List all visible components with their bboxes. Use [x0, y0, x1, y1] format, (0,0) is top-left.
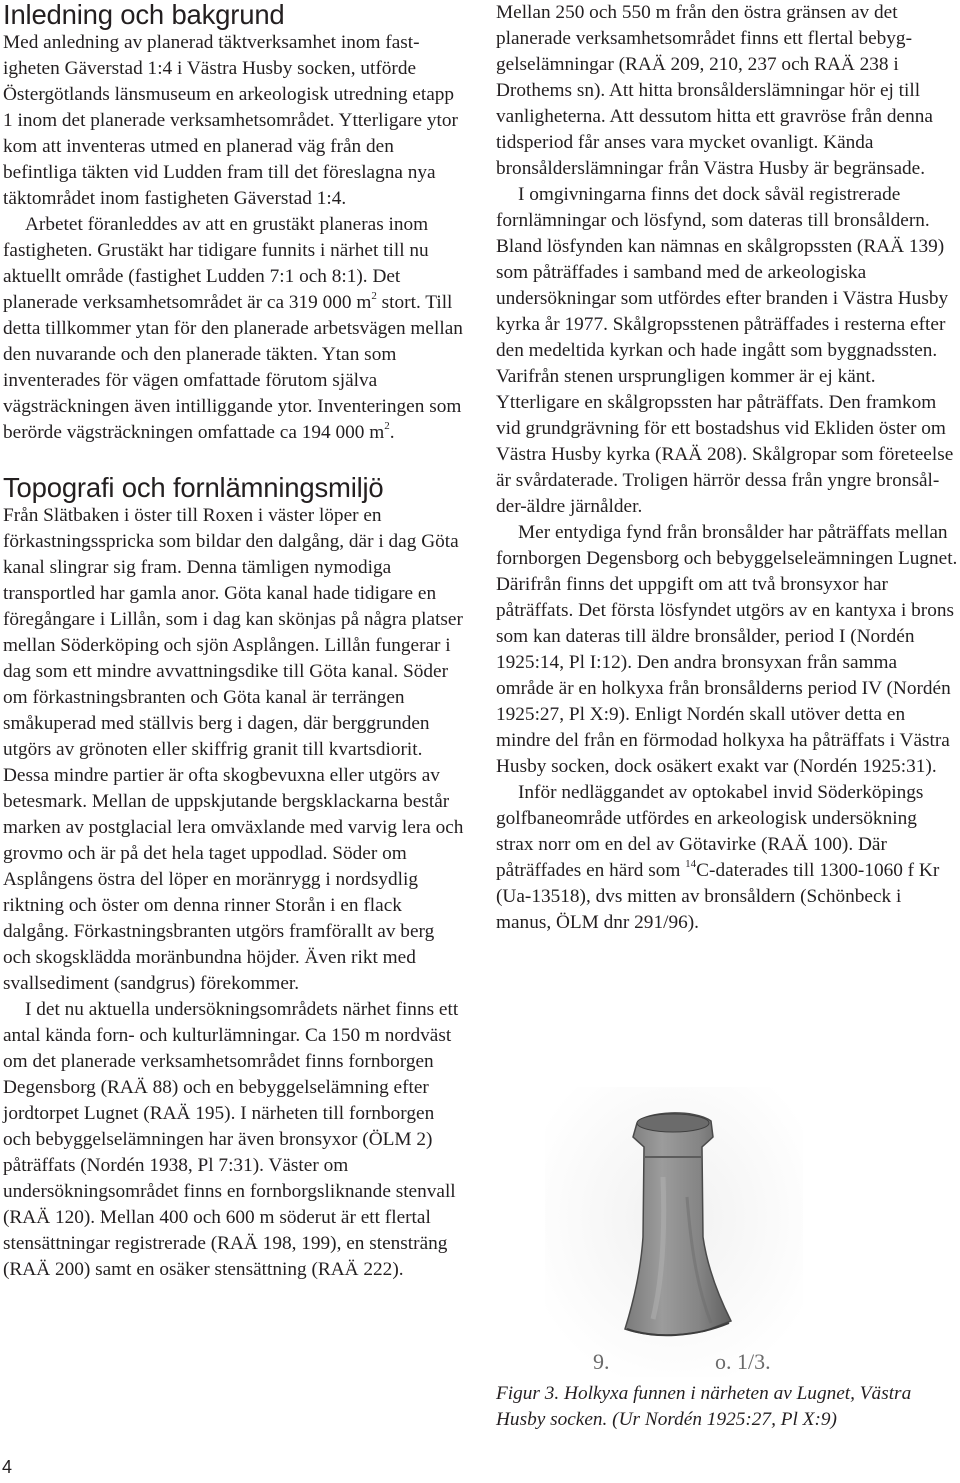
paragraph-intro: Med anledning av planerad täktverksamhet inom fastigheten Gäverstad 1:4 i Västra Husby socken, utförde Östergötlands länsmuseum en arkeologisk utredning etapp 1 inom det planerade verksamhetsområdet. Ytterligare ytor kom att inventeras utmed en planerad väg från den befintliga täkten vid Ludden fram till det föreslagna nya täktområdet inom fastigheten Gäverstad 1:4.	[3, 32, 458, 209]
figure-label-number: 9.	[593, 1349, 610, 1374]
right-column	[496, 0, 958, 936]
paragraph-ancient-remains: I det nu aktuella undersökningsområdets närhet finns ett antal kända forn- och kulturlämningar. Ca 150 m nordväst om det planerade verksamhetsområdet finns fornborgen Degensborg (RAÄ 88) och en bebyggelselämning efter jordtorpet Lugnet (RAÄ 195). I närheten till fornborgen och bebyggelselämningen har även bronsyxor (ÖLM 2) påträffats (Nordén 1938, Pl 7:31). Väster om undersökningsområdet finns en fornborgsliknande stenvall (RAÄ 120). Mellan 400 och 600 m söderut är ett flertal stensättningar registrerade (RAÄ 198, 199), en stensträng (RAÄ 200) samt en osäker stensättning (RAÄ 222).	[3, 999, 459, 1280]
figure-caption: Figur 3. Holkyxa funnen i närheten av Lugnet, Västra Husby socken. (Ur Nordén 1925:27, Pl X:9)	[496, 1383, 912, 1430]
section-heading-topography: Topografi och fornlämningsmiljö	[3, 472, 384, 503]
figure-label-scale: o. 1/3.	[715, 1349, 771, 1374]
left-column	[3, 0, 465, 1283]
page-number: 4	[2, 1457, 13, 1477]
paragraph-settlements: Mellan 250 och 550 m från den östra gränsen av det planerade verksamhetsområdet finns ett flertal bebyggelselämningar (RAÄ 209, 210, 237 och RAÄ 238 i Drothems sn). Att hitta bronsålderslämningar hör ej till vanligheterna. Att dessutom hitta ett gravröse från denna tidsperiod får anses vara mycket ovanligt. Kända bronsålderslämningar från Västra Husby är begränsade.	[496, 2, 933, 179]
paragraph-excavation: Inför nedläggandet av optokabel invid Söderköpings golfbaneområde utfördes en arkeologisk undersökning strax norr om en del av Götavirke (RAÄ 100). Där påträffades en härd som $^{14}$C-daterades till 1300-1060 f Kr (Ua-13518), dvs mitten av bronsåldern (Schönbeck i manus, ÖLM dnr 291/96).	[496, 782, 940, 933]
paragraph-background: Arbetet föranleddes av att en grustäkt planeras inom fastigheten. Grustäkt har tidigare funnits i närhet till nu aktuellt område (fastighet Ludden 7:1 och 8:1). Det planerade verksamhetsområdet är ca 319 000 $m^2$ stort. Till detta tillkommer ytan för den planerade arbetsvägen mellan den nuvarande och den planerade täkten. Ytan som inventerades för vägen omfattade förutom själva vägsträckningen även intilliggande ytor. Inventeringen som berörde vägsträckningen omfattade ca 194 000 $m^2$.	[3, 214, 463, 443]
paragraph-topography: Från Slätbaken i öster till Roxen i väster löper en förkastningsspricka som bildar den dalgång, där i dag Göta kanal slingrar sig fram. Denna tämligen nymodiga transportled har gamla anor. Göta kanal hade tidigare en föregångare i Lillån, som i dag kan skönjas på några platser mellan Söderköping och sjön Asplången. Lillån fungerar i dag som ett mindre avvattningsdike till Göta kanal. Söder om förkastningsbranten och Göta kanal är terrängen småkuperad med ställvis berg i dagen, där berggrunden utgörs av grönoten eller skiffrig granit till kvartsdiorit. Dessa mindre partier är ofta skogbevuxna eller utgörs av betesmark. Mellan de uppskjutande bergsklackarna består marken av postglacial lera omväxlande med varvig lera och grovmo och är på det hela taget uppodlad. Söder om Asplångens östra del löper en moränrygg i nordsydlig riktning och öster om denna rinner Storån i en flack dalgång. Förkastningsbranten utgörs framförallt av berg och skogsklädda moränbundna höjder. Även rikt med svallsediment (sandgrus) förekommer.	[3, 505, 464, 994]
paragraph-bronze-axes: Mer entydiga fynd från bronsålder har påträffats mellan fornborgen Degensborg och bebyggelseleämningen Lugnet. Därifrån finns det uppgift om att två bronsyxor har påträffats. Det första lösfyndet utgörs av en kantyxa i brons som kan dateras till äldre bronsålder, period I (Nordén 1925:14, Pl I:12). Den andra bronsyxan från samma område är en holkyxa från bronsålderns period IV (Nordén 1925:27, Pl X:9). Enligt Nordén skall utöver detta en mindre del från en förmodad holkyxa ha påträffats i Västra Husby socken, dock osäkert exakt var (Nordén 1925:31).	[496, 522, 958, 777]
socketed-axe-image	[545, 1087, 803, 1377]
figure-socketed-axe	[545, 1087, 803, 1377]
section-heading-introduction: Inledning och bakgrund	[3, 0, 285, 30]
paragraph-bronze-age-finds: I omgivningarna finns det dock såväl registrerade fornlämningar och lösfynd, som dateras till bronsåldern. Bland lösfynden kan nämnas en skålgropssten (RAÄ 139) som påträffades i samband med de arkeologiska undersökningar som utfördes efter branden i Västra Husby kyrka år 1977. Skålgropsstenen påträffades i resterna efter den medeltida kyrkan och hade ingått som byggnadssten. Varifrån stenen ursprungligen kommer är ej känt. Ytterligare en skålgropssten har påträffats. Den framkom vid grundgrävning för ett bostadshus vid Ekliden öster om Västra Husby kyrka (RAÄ 208). Skålgropar som företeelse är svårdaterade. Troligen härrör dessa från yngre bronsålder-äldre järnålder.	[496, 184, 954, 517]
